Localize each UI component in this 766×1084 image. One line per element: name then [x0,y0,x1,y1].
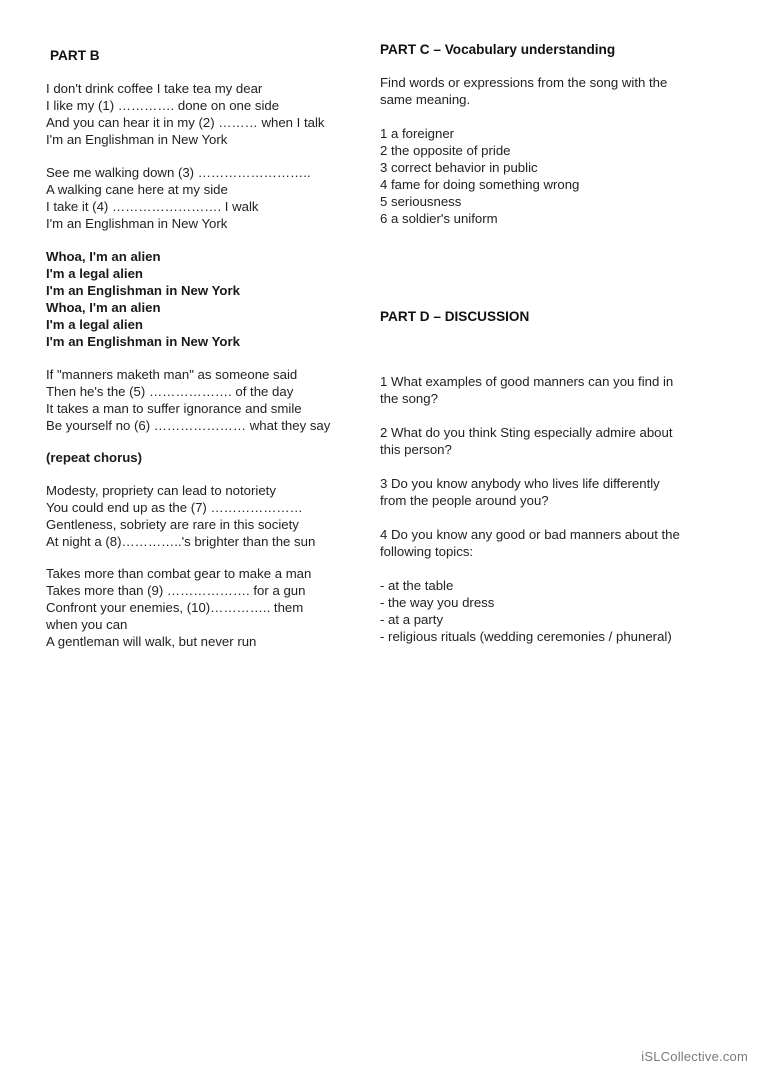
verse-1 [46,80,325,148]
vocabulary-item: 3 correct behavior in public [380,160,538,175]
chorus-line: I'm a legal alien [46,266,143,281]
lyric-line: It takes a man to suffer ignorance and smile [46,401,302,416]
vocabulary-item: 5 seriousness [380,194,462,209]
lyric-line: Confront your enemies, (10)………….. them [46,600,304,615]
discussion-question-1 [380,373,673,407]
lyric-line: I like my (1) …………. done on one side [46,98,280,113]
lyric-line: when you can [46,617,128,632]
lyric-line: I don't drink coffee I take tea my dear [46,81,263,96]
lyric-line: I'm an Englishman in New York [46,216,228,231]
vocabulary-list [380,125,579,227]
question-line: 3 Do you know anybody who lives life differently [380,476,660,491]
lyric-line: And you can hear it in my (2) ……… when I talk [46,115,325,130]
lyric-line: At night a (8)…………..'s brighter than the sun [46,534,316,549]
topic-item: - at the table [380,578,454,593]
chorus-line: I'm a legal alien [46,317,143,332]
part-d-title: PART D – DISCUSSION [380,309,530,324]
verse-5 [46,565,311,650]
topic-item: - the way you dress [380,595,495,610]
lyric-line: A gentleman will walk, but never run [46,634,257,649]
repeat-chorus-note: (repeat chorus) [46,450,142,465]
topic-item: - at a party [380,612,444,627]
verse-4 [46,482,315,550]
question-line: 2 What do you think Sting especially admire about [380,425,673,440]
question-line: 4 Do you know any good or bad manners about the [380,527,680,542]
verse-3 [46,366,330,434]
discussion-question-3 [380,475,660,509]
lyric-line: I'm an Englishman in New York [46,132,228,147]
discussion-question-4 [380,526,680,560]
discussion-question-2 [380,424,673,458]
instruction-line: same meaning. [380,92,471,107]
chorus-line: I'm an Englishman in New York [46,334,240,349]
question-line: this person? [380,442,452,457]
lyric-line: I take it (4) ……………………. I walk [46,199,259,214]
lyric-line: If "manners maketh man" as someone said [46,367,298,382]
lyric-line: Modesty, propriety can lead to notoriety [46,483,276,498]
vocabulary-item: 4 fame for doing something wrong [380,177,580,192]
vocabulary-item: 2 the opposite of pride [380,143,511,158]
lyric-line: A walking cane here at my side [46,182,228,197]
lyric-line: Be yourself no (6) ………………… what they say [46,418,331,433]
question-line: from the people around you? [380,493,549,508]
lyric-line: Takes more than combat gear to make a man [46,566,312,581]
vocabulary-item: 1 a foreigner [380,126,455,141]
verse-2 [46,164,311,232]
chorus-line: Whoa, I'm an alien [46,249,161,264]
part-c-instructions [380,74,667,108]
question-line: 1 What examples of good manners can you find in [380,374,674,389]
topic-item: - religious rituals (wedding ceremonies / phuneral) [380,629,672,644]
question-line: following topics: [380,544,474,559]
topic-list [380,577,672,645]
lyric-line: Takes more than (9) ………………. for a gun [46,583,306,598]
lyric-line: Gentleness, sobriety are rare in this society [46,517,299,532]
vocabulary-item: 6 a soldier's uniform [380,211,498,226]
lyric-line: You could end up as the (7) ………………… [46,500,303,515]
instruction-line: Find words or expressions from the song with the [380,75,668,90]
question-line: the song? [380,391,438,406]
lyric-line: See me walking down (3) …………………….. [46,165,311,180]
lyric-line: Then he's the (5) ………………. of the day [46,384,294,399]
chorus-line: I'm an Englishman in New York [46,283,240,298]
part-b-title: PART B [50,48,100,63]
part-c-title: PART C – Vocabulary understanding [380,42,616,57]
watermark-footer: iSLCollective.com [641,1049,748,1064]
chorus [46,248,240,350]
chorus-line: Whoa, I'm an alien [46,300,161,315]
